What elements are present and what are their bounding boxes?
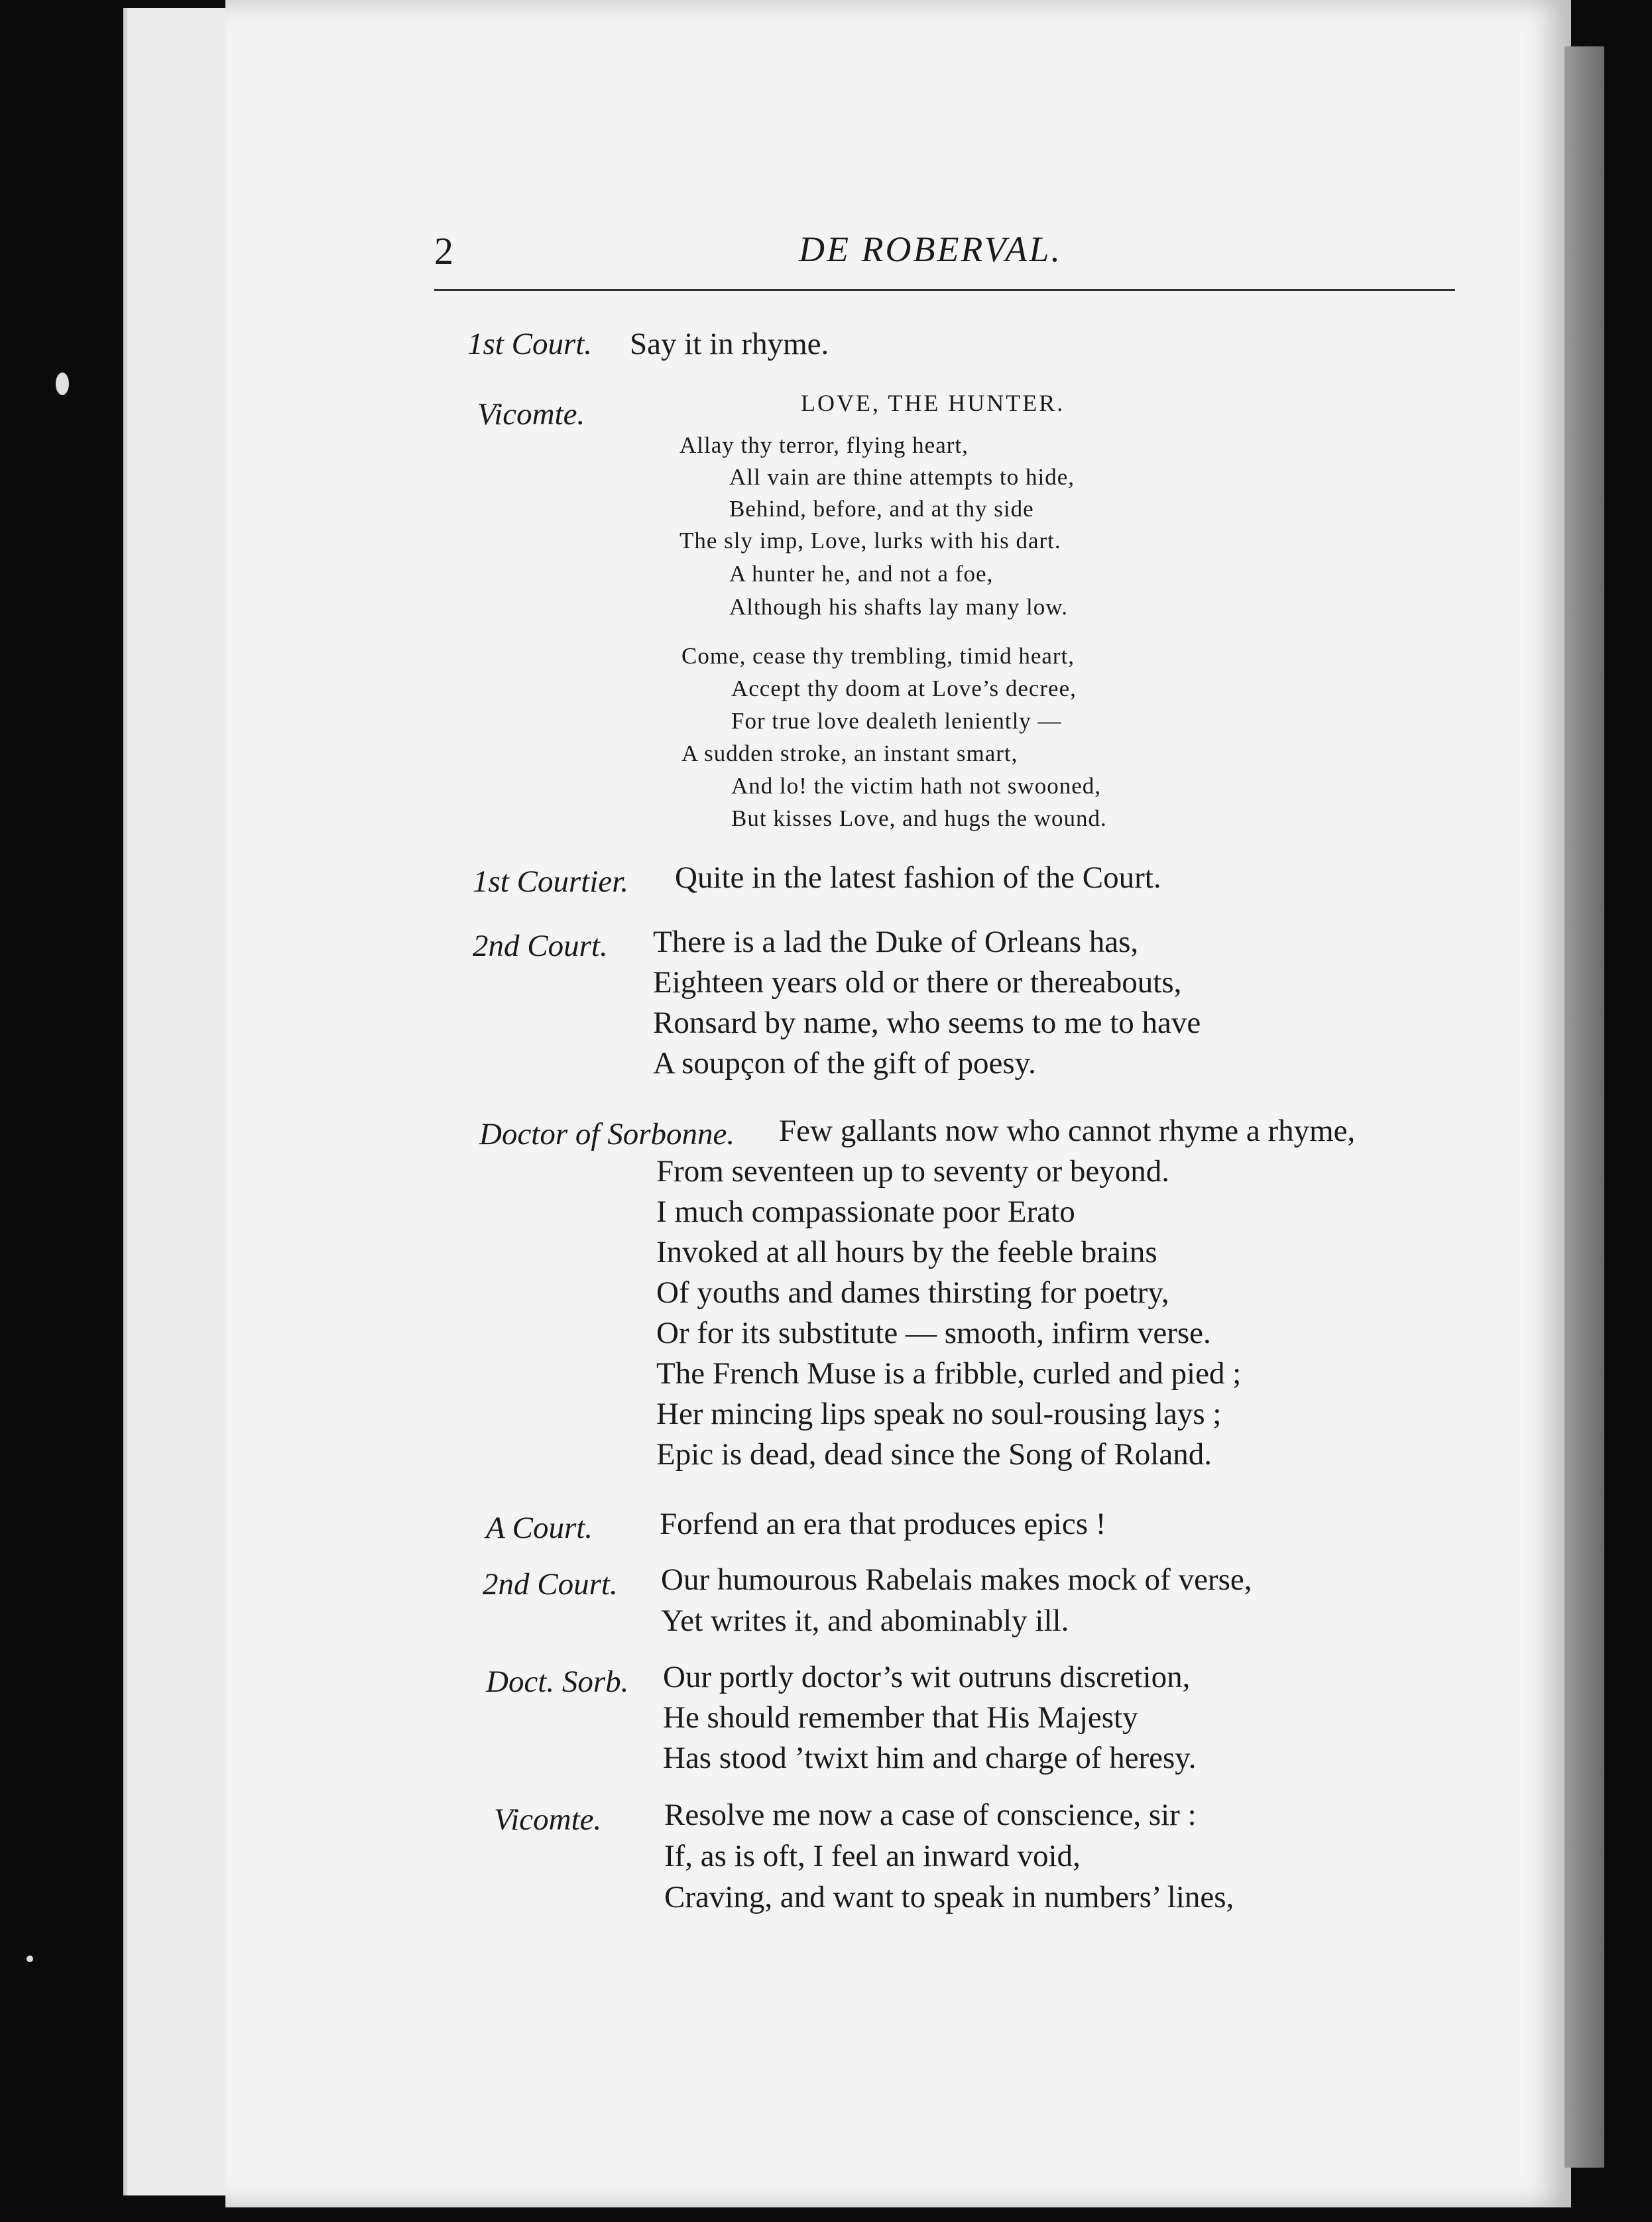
verse-line: There is a lad the Duke of Orleans has, — [653, 925, 1139, 959]
poem-line: All vain are thine attempts to hide, — [729, 464, 1075, 490]
verse-line: If, as is oft, I feel an inward void, — [664, 1839, 1081, 1873]
verse-line: Her mincing lips speak no soul-rousing lays ; — [656, 1397, 1222, 1431]
poem-line: For true love dealeth leniently — — [731, 708, 1062, 734]
verse-line: Say it in rhyme. — [630, 327, 829, 361]
poem-line: Although his shafts lay many low. — [729, 594, 1068, 620]
verse-line: Has stood ’twixt him and charge of heresy. — [663, 1741, 1197, 1775]
scan-speck — [27, 1956, 33, 1962]
verse-line: Our portly doctor’s wit outruns discretion, — [663, 1660, 1191, 1694]
verse-line: A soupçon of the gift of poesy. — [653, 1046, 1036, 1081]
verse-line: Ronsard by name, who seems to me to have — [653, 1006, 1201, 1040]
poem-line: The sly imp, Love, lurks with his dart. — [679, 528, 1061, 554]
verse-line: Resolve me now a case of conscience, sir : — [664, 1798, 1197, 1832]
verse-line: Craving, and want to speak in numbers’ lines, — [664, 1880, 1234, 1914]
verse-line: Eighteen years old or there or thereabouts, — [653, 965, 1182, 1000]
speaker-label: Vicomte. — [477, 397, 585, 432]
poem-line: Come, cease thy trembling, timid heart, — [681, 643, 1075, 669]
poem-line: Behind, before, and at thy side — [729, 496, 1034, 522]
speaker-label: 1st Court. — [467, 327, 593, 361]
verse-line: Epic is dead, dead since the Song of Roland. — [656, 1437, 1212, 1472]
speaker-label: 2nd Court. — [473, 929, 608, 963]
page-gutter-shadow — [1564, 46, 1604, 2168]
book-page — [225, 0, 1571, 2207]
speaker-label: Vicomte. — [494, 1802, 602, 1837]
speaker-label: 1st Courtier. — [473, 864, 629, 899]
poem-line: A hunter he, and not a foe, — [729, 561, 994, 587]
poem-line: A sudden stroke, an instant smart, — [681, 740, 1018, 766]
verse-line: Of youths and dames thirsting for poetry, — [656, 1275, 1169, 1310]
verse-line: Invoked at all hours by the feeble brains — [656, 1235, 1157, 1269]
speaker-label: Doct. Sorb. — [486, 1665, 629, 1699]
verse-line: Quite in the latest fashion of the Court. — [675, 860, 1161, 895]
verse-line: Our humourous Rabelais makes mock of verse, — [661, 1562, 1252, 1597]
running-title: DE ROBERVAL. — [799, 229, 1062, 269]
poem-line: And lo! the victim hath not swooned, — [731, 773, 1102, 799]
verse-line: The French Muse is a fribble, curled and pied ; — [656, 1356, 1242, 1391]
scan-speck — [56, 373, 69, 395]
poem-title: LOVE, THE HUNTER. — [801, 390, 1065, 416]
verse-line: From seventeen up to seventy or beyond. — [656, 1154, 1170, 1189]
verse-line: I much compassionate poor Erato — [656, 1195, 1075, 1229]
poem-line: Allay thy terror, flying heart, — [679, 432, 969, 458]
speaker-label: 2nd Court. — [483, 1567, 618, 1602]
verse-line: Forfend an era that produces epics ! — [660, 1507, 1106, 1541]
speaker-label: A Court. — [486, 1511, 593, 1545]
verse-line: He should remember that His Majesty — [663, 1700, 1138, 1735]
verse-line: Yet writes it, and abominably ill. — [661, 1604, 1069, 1638]
page-number: 2 — [434, 229, 453, 272]
poem-line: But kisses Love, and hugs the wound. — [731, 805, 1107, 831]
verse-line: Few gallants now who cannot rhyme a rhyme, — [779, 1114, 1356, 1148]
speaker-label: Doctor of Sorbonne. — [479, 1117, 735, 1151]
verse-line: Or for its substitute — smooth, infirm verse. — [656, 1316, 1211, 1350]
header-rule — [434, 289, 1455, 291]
poem-line: Accept thy doom at Love’s decree, — [731, 675, 1077, 701]
